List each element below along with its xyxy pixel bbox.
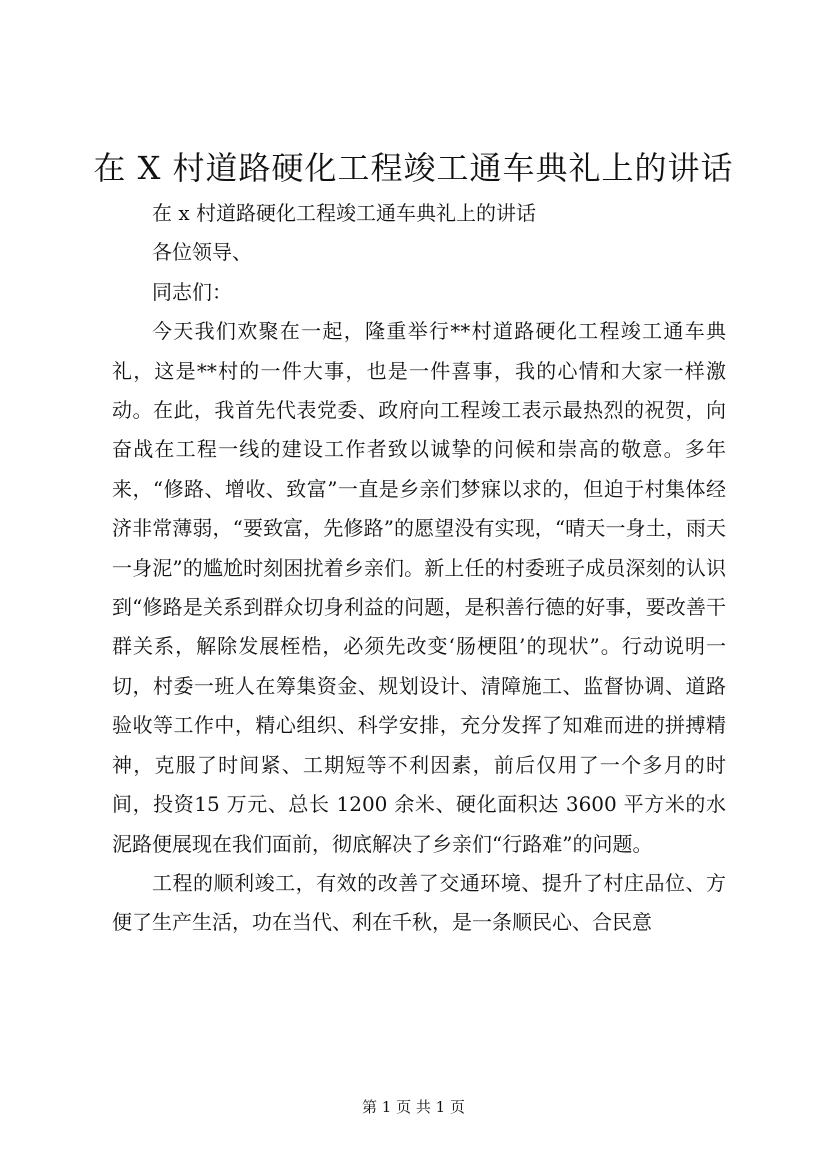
document-title: 在 X 村道路硬化工程竣工通车典礼上的讲话 — [93, 149, 734, 187]
body-paragraph: 工程的顺利竣工，有效的改善了交通环境、提升了村庄品位、方便了生产生活，功在当代、利在千秋，是一条顺民心、合民意 — [112, 870, 726, 935]
subtitle-paragraph: 在 x 村道路硬化工程竣工通车典礼上的讲话 — [152, 201, 536, 225]
body-paragraph: 今天我们欢聚在一起，隆重举行**村道路硬化工程竣工通车典礼，这是**村的一件大事，也是一件喜事，我的心情和大家一样激动。在此，我首先代表党委、政府向工程竣工表示最热烈的祝贺，向奋战在工程一线的建设工作者致以诚挚的问候和崇高的敬意。多年来，“修路、增收、致富”一直是乡亲们梦寐以求的，但迫于村集体经济非常薄弱，“要致富，先修路”的愿望没有实现，“晴天一身土，雨天一身泥”的尴尬时刻困扰着乡亲们。新上任的村委班子成员深刻的认识到“修路是关系到群众切身利益的问题，是积善行德的好事，要改善干群关系，解除发展桎梏，必须先改变‘肠梗阻’的现状”。行动说明一切，村委一班人在筹集资金、规划设计、清障施工、监督协调、道路验收等工作中，精心组织、科学安排，充分发挥了知难而进的拼搏精神，克服了时间紧、工期短等不利因素，前后仅用了一个多月的时间，投资15 万元、总长 1200 余米、硬化面积达 3600 平方米的水泥路便展现在我们面前，彻底解决了乡亲们“行路难”的问题。 — [112, 319, 726, 856]
salutation-comrades: 同志们： — [152, 279, 232, 304]
salutation-leaders: 各位领导、 — [152, 240, 252, 265]
page-footer: 第 1 页 共 1 页 — [362, 1098, 465, 1116]
document-body — [112, 194, 726, 943]
